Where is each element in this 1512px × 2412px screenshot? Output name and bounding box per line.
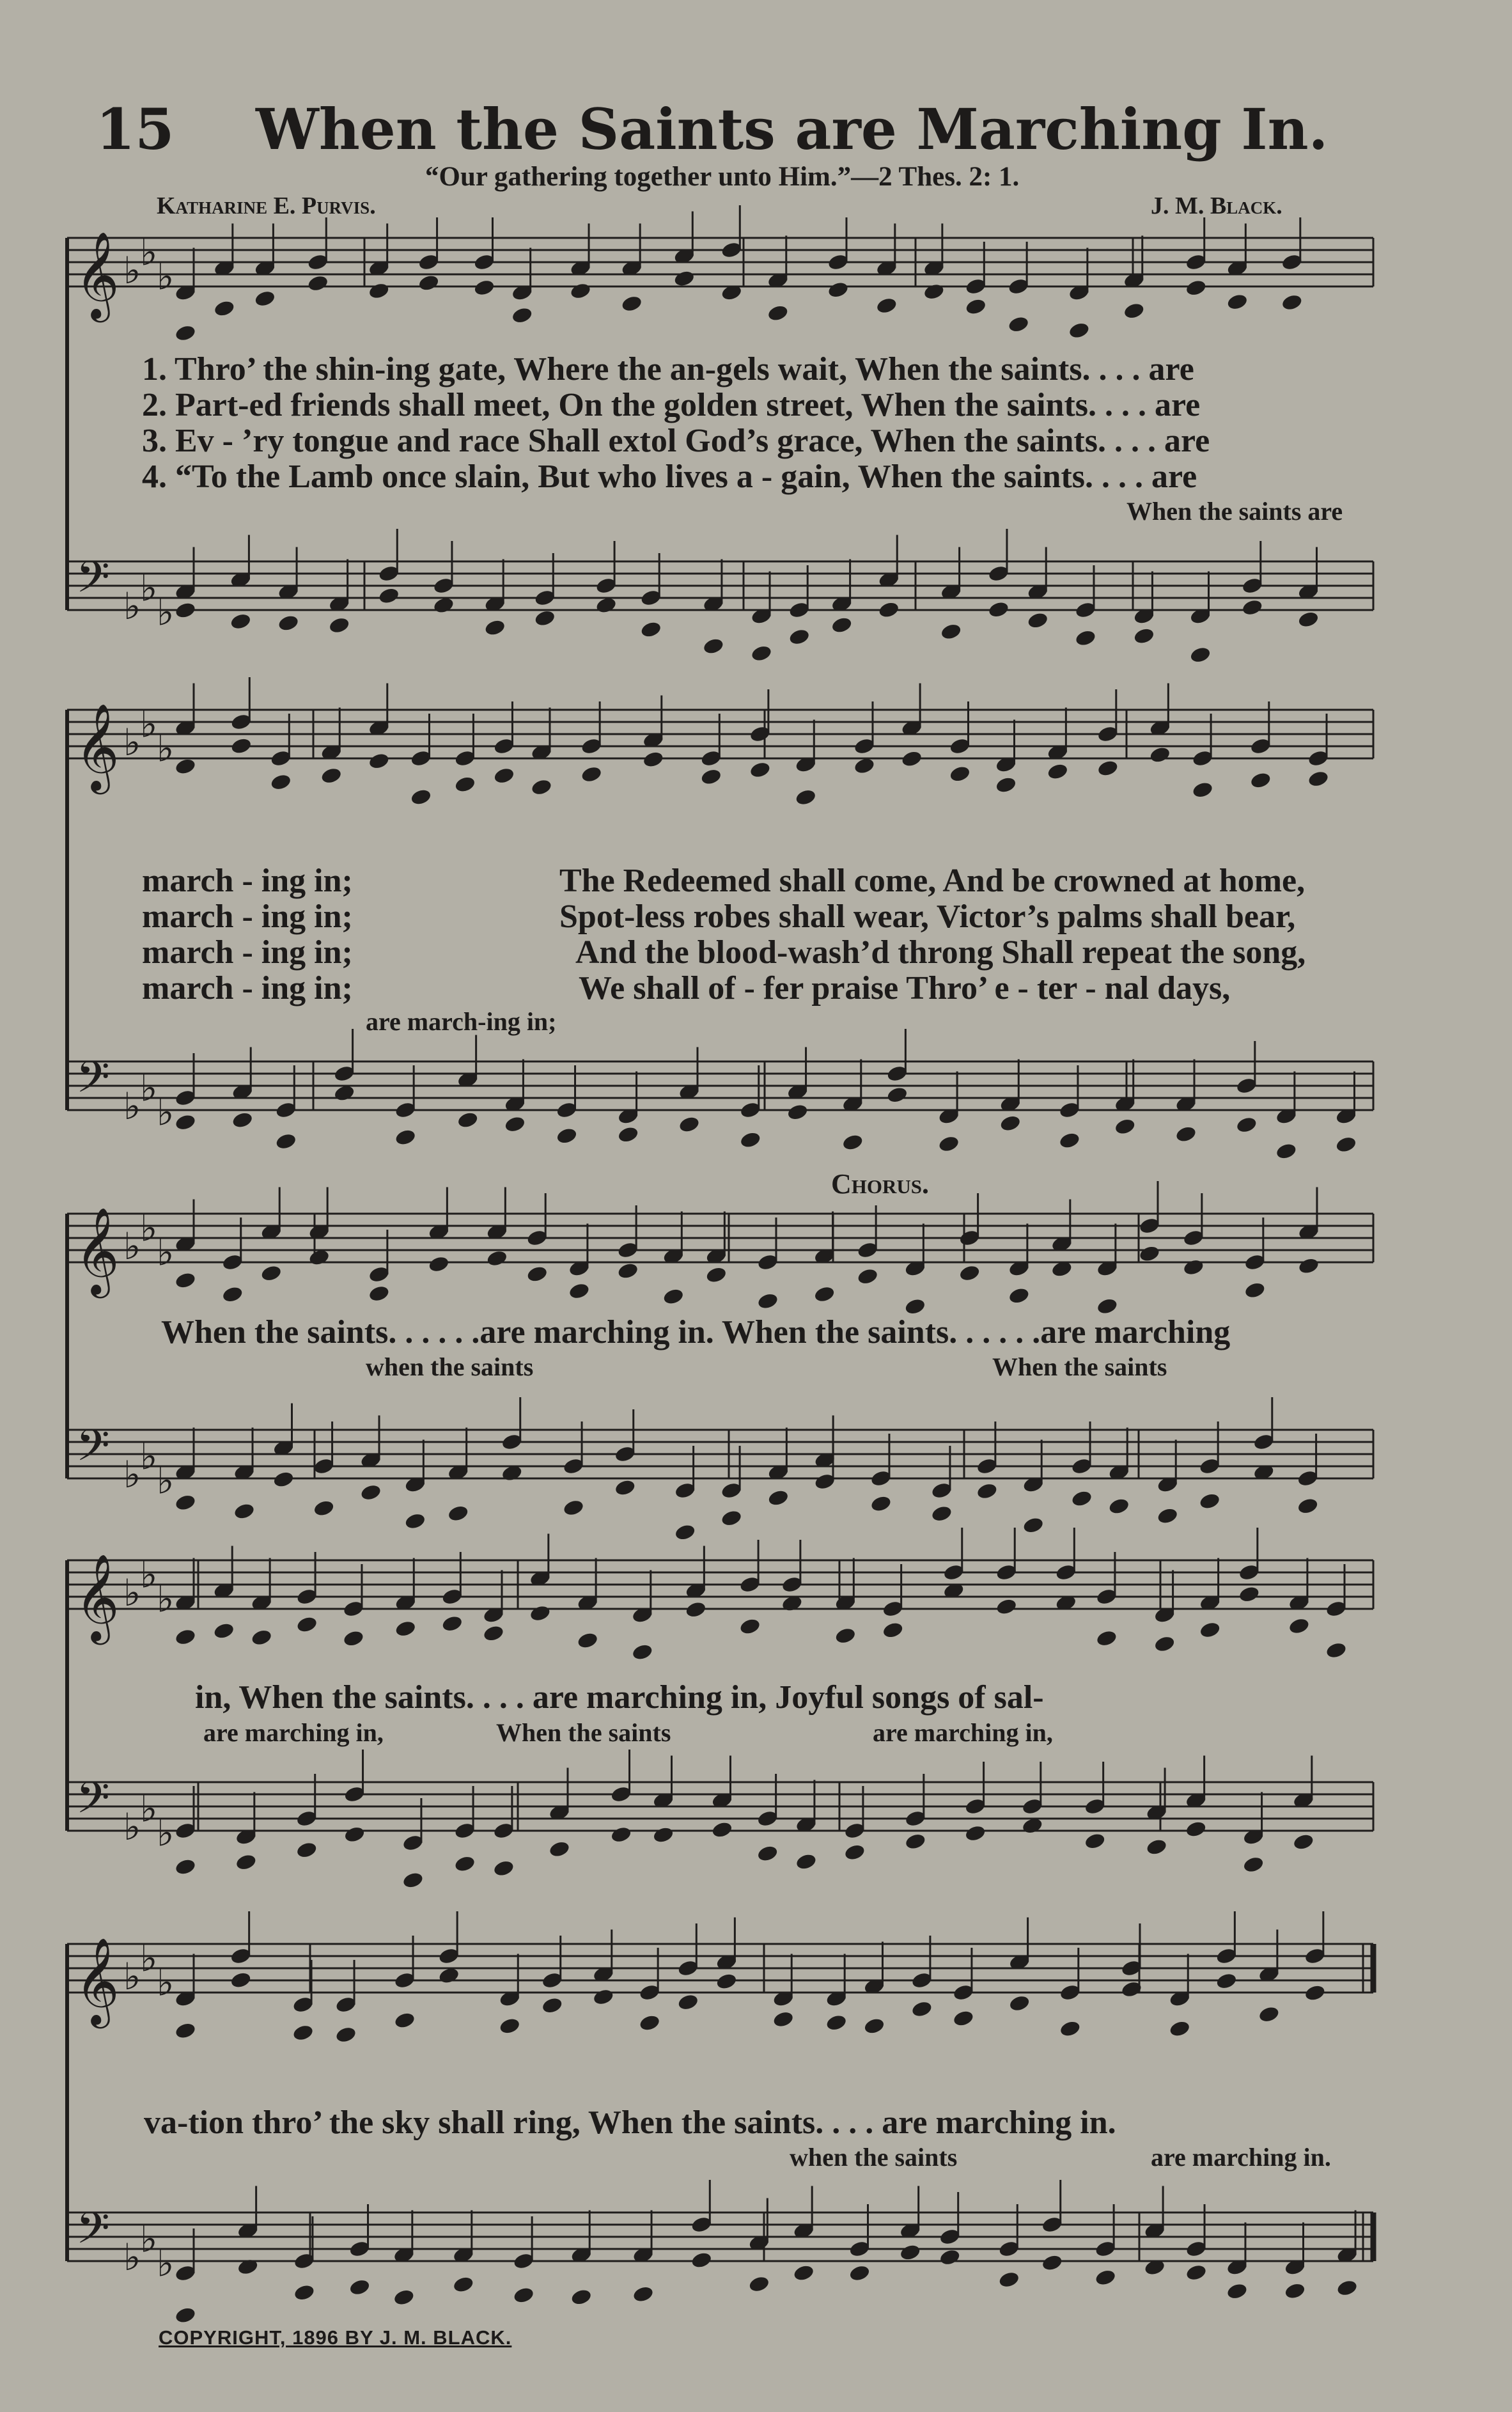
verse-line-4-left: march - ing in;: [142, 970, 353, 1006]
note-head: [486, 1249, 508, 1267]
treble-clef-icon: 𝄞: [75, 702, 120, 790]
verse-line-2: 2. Part-ed friends shall meet, On the golden street, When the saints. . . . are: [142, 387, 1201, 423]
flat-icon: ♭: [123, 584, 141, 628]
flat-icon: ♭: [123, 1225, 141, 1268]
note-head: [1243, 1281, 1266, 1299]
note-head: [940, 622, 962, 641]
note-head: [767, 1489, 790, 1507]
note-head: [617, 1262, 639, 1280]
note-head: [1192, 781, 1214, 799]
note-head: [1153, 1634, 1176, 1653]
note-head: [1041, 2253, 1063, 2272]
note-head: [456, 1111, 479, 1129]
bass-echo-line: are march-ing in;: [366, 1007, 557, 1036]
note-head: [1335, 1135, 1357, 1154]
note-head: [1146, 1838, 1168, 1856]
note-head: [964, 1824, 986, 1843]
note-head: [853, 756, 875, 775]
note-head: [432, 596, 455, 615]
note-head: [756, 1844, 779, 1863]
note-head: [492, 1859, 515, 1877]
note-head: [275, 1132, 297, 1150]
note-head: [394, 1128, 417, 1147]
hymn-number: 15: [96, 96, 175, 162]
note-head: [1226, 2282, 1248, 2301]
note-head: [923, 283, 945, 301]
flat-icon: ♭: [140, 1434, 158, 1478]
note-head: [1242, 1855, 1265, 1874]
note-head: [788, 628, 811, 646]
note-head: [1027, 611, 1049, 630]
note-head: [705, 1265, 728, 1284]
bass-echo-left: when the saints: [366, 1352, 534, 1381]
flat-icon: ♭: [140, 1066, 158, 1110]
note-head: [1149, 746, 1171, 764]
note-head: [685, 1601, 707, 1619]
note-head: [368, 752, 390, 771]
note-head: [830, 616, 853, 634]
note-head: [976, 1482, 998, 1500]
note-head: [875, 296, 898, 315]
note-head: [1199, 1620, 1221, 1639]
note-head: [882, 1621, 904, 1640]
author-credit: Katharine E. Purvis.: [157, 192, 376, 219]
note-head: [999, 1114, 1022, 1132]
note-head: [581, 765, 603, 783]
verse-line-2-right: Spot-less robes shall wear, Victor’s palms shall bear,: [559, 898, 1296, 935]
note-head: [1284, 2282, 1306, 2300]
note-head: [1241, 598, 1263, 616]
note-head: [1238, 1585, 1260, 1604]
note-head: [231, 1111, 254, 1129]
note-head: [1325, 1641, 1347, 1659]
bass-echo-line: When the saints are: [1126, 497, 1343, 526]
note-head: [930, 1505, 953, 1523]
note-head: [899, 2243, 921, 2262]
note-head: [368, 1284, 390, 1303]
note-head: [610, 1826, 632, 1844]
note-head: [1258, 2005, 1280, 2024]
verse-line-4: 4. “To the Lamb once slain, But who lives a - gain, When the saints. . . . are: [142, 458, 1197, 495]
note-head: [293, 2283, 315, 2302]
note-head: [869, 1494, 892, 1513]
verse-line-3: 3. Ev - ’ry tongue and race Shall extol God’s grace, When the saints. . . . are: [142, 423, 1210, 459]
note-head: [473, 278, 495, 297]
note-head: [441, 1615, 464, 1633]
note-head: [1096, 1297, 1118, 1315]
note-head: [394, 2011, 416, 2030]
note-head: [292, 2023, 315, 2042]
note-head: [827, 281, 849, 299]
note-head: [368, 281, 390, 300]
note-head: [251, 1628, 273, 1647]
note-head: [639, 2014, 661, 2032]
verse-line-1-left: march - ing in;: [142, 863, 353, 899]
note-head: [233, 1502, 256, 1521]
note-head: [1138, 1244, 1160, 1263]
verse-line-3-left: march - ing in;: [142, 934, 353, 971]
chorus-line-2: in, When the saints. . . . are marching in, Joyful songs of sal-: [195, 1679, 1044, 1716]
note-head: [1008, 1994, 1031, 2012]
note-head: [702, 637, 724, 655]
note-head: [952, 2009, 974, 2028]
note-head: [1185, 2263, 1208, 2282]
note-head: [1008, 1287, 1030, 1305]
note-head: [313, 1499, 335, 1517]
note-head: [1336, 2279, 1359, 2298]
note-head: [739, 1617, 761, 1636]
bass-echo-a: are marching in,: [203, 1718, 384, 1747]
note-head: [526, 1265, 549, 1283]
note-head: [260, 1264, 283, 1283]
flat-icon: ♭: [157, 1811, 175, 1855]
bass-echo-a: when the saints: [790, 2143, 958, 2172]
note-head: [1084, 1832, 1106, 1851]
bass-clef-icon: 𝄢: [76, 2204, 110, 2264]
note-head: [577, 1631, 599, 1650]
note-head: [1307, 770, 1330, 788]
note-head: [662, 1287, 685, 1306]
flat-icon: ♭: [123, 1955, 141, 1998]
note-head: [813, 1285, 836, 1303]
note-head: [511, 306, 533, 325]
note-head: [230, 737, 253, 755]
flat-icon: ♭: [140, 1553, 158, 1597]
note-head: [343, 1825, 366, 1844]
note-head: [751, 644, 773, 662]
note-head: [174, 757, 196, 776]
note-head: [174, 2306, 196, 2324]
note-head: [174, 1113, 196, 1132]
note-head: [277, 614, 300, 632]
note-head: [1275, 1142, 1297, 1161]
note-head: [1199, 1492, 1221, 1510]
note-head: [1157, 1507, 1179, 1525]
flat-icon: ♭: [140, 702, 158, 746]
note-head: [482, 1624, 504, 1643]
note-head: [700, 767, 722, 786]
composer-credit: J. M. Black.: [1151, 192, 1282, 219]
note-head: [1215, 1972, 1238, 1991]
note-head: [843, 1843, 866, 1861]
note-head: [504, 1115, 526, 1134]
note-head: [631, 1643, 653, 1661]
note-head: [617, 1125, 639, 1144]
note-head: [404, 1512, 426, 1530]
note-head: [221, 1285, 244, 1304]
note-head: [1226, 293, 1249, 311]
note-head: [995, 776, 1017, 794]
note-head: [254, 289, 276, 308]
bass-clef-icon: 𝄢: [76, 1421, 110, 1482]
note-head: [401, 1871, 424, 1890]
note-head: [417, 274, 440, 292]
note-head: [749, 760, 771, 779]
bass-echo-b: are marching in.: [1151, 2143, 1331, 2172]
note-head: [272, 1470, 295, 1489]
flat-icon: ♭: [157, 590, 175, 634]
note-head: [652, 1826, 674, 1844]
note-head: [1071, 1489, 1093, 1508]
note-head: [878, 600, 900, 619]
note-head: [1095, 2268, 1117, 2287]
note-head: [534, 609, 556, 627]
flat-icon: ♭: [123, 1453, 141, 1496]
note-head: [174, 1628, 196, 1647]
note-head: [1185, 1820, 1207, 1838]
flat-icon: ♭: [157, 2241, 175, 2285]
note-head: [513, 2286, 535, 2305]
note-head: [1174, 1125, 1197, 1143]
note-head: [841, 1133, 864, 1152]
verse-line-2-left: march - ing in;: [142, 898, 353, 935]
note-head: [393, 2288, 415, 2306]
note-head: [1008, 315, 1030, 334]
note-head: [270, 773, 292, 792]
note-head: [998, 2270, 1020, 2289]
note-head: [795, 1852, 817, 1871]
verse-line-4-right: We shall of - fer praise Thro’ e - ter - nal days,: [579, 970, 1231, 1006]
note-head: [484, 618, 506, 637]
note-head: [1292, 1833, 1314, 1851]
note-head: [568, 1282, 590, 1301]
note-head: [786, 1103, 809, 1122]
note-head: [328, 616, 350, 634]
note-head: [987, 600, 1009, 619]
note-head: [1068, 321, 1090, 340]
bass-clef-icon: 𝄢: [76, 1773, 110, 1834]
note-head: [756, 1292, 779, 1310]
note-head: [678, 1115, 700, 1134]
flat-icon: ♭: [140, 2217, 158, 2261]
note-head: [1281, 293, 1303, 311]
note-head: [721, 1509, 743, 1528]
note-head: [674, 1523, 696, 1542]
note-head: [174, 1493, 196, 1512]
note-head: [1047, 762, 1069, 781]
note-head: [1288, 1617, 1310, 1635]
note-head: [834, 1627, 857, 1645]
chorus-label: Chorus.: [831, 1168, 930, 1200]
note-head: [1114, 1117, 1136, 1136]
note-head: [1169, 2019, 1191, 2038]
note-head: [529, 1604, 551, 1622]
flat-icon: ♭: [123, 249, 141, 292]
note-head: [320, 767, 343, 785]
note-head: [563, 1498, 585, 1517]
note-head: [863, 2017, 885, 2035]
flat-icon: ♭: [140, 230, 158, 274]
note-head: [965, 297, 987, 316]
note-head: [1189, 646, 1212, 664]
flat-icon: ♭: [123, 721, 141, 764]
note-head: [570, 282, 592, 301]
verse-line-1: 1. Thro’ the shin-ing gate, Where the an-gels wait, When the saints. . . . are: [142, 351, 1194, 388]
note-head: [949, 765, 971, 783]
flat-icon: ♭: [157, 1230, 175, 1274]
chorus-line-1: When the saints. . . . . .are marching in. When the saints. . . . . .are marching: [161, 1314, 1231, 1351]
note-head: [335, 2025, 357, 2044]
flat-icon: ♭: [123, 2236, 141, 2279]
note-head: [530, 778, 552, 797]
note-head: [690, 2251, 713, 2269]
note-head: [174, 1271, 196, 1290]
note-head: [1297, 610, 1320, 629]
note-head: [825, 2014, 848, 2032]
bass-echo-b: When the saints: [496, 1718, 671, 1747]
note-head: [642, 750, 664, 769]
note-head: [1095, 1629, 1118, 1648]
flat-icon: ♭: [140, 566, 158, 610]
note-head: [230, 1971, 252, 1989]
note-head: [739, 1131, 761, 1149]
note-head: [886, 1086, 908, 1104]
note-head: [428, 1255, 450, 1274]
note-head: [958, 1264, 981, 1283]
note-head: [452, 2275, 474, 2294]
note-head: [910, 2000, 933, 2018]
note-head: [493, 767, 515, 785]
note-head: [1182, 1258, 1204, 1276]
copyright-notice: COPYRIGHT, 1896 BY J. M. BLACK.: [159, 2326, 512, 2349]
treble-clef-icon: 𝄞: [75, 1553, 120, 1641]
flat-icon: ♭: [140, 1787, 158, 1831]
note-head: [454, 775, 476, 794]
chorus-line-3: va-tion thro’ the sky shall ring, When the saints. . . . are marching in.: [144, 2104, 1116, 2141]
hymn-title: When the Saints are Marching In.: [256, 96, 1329, 162]
note-head: [795, 788, 817, 806]
note-head: [632, 2285, 655, 2303]
note-head: [378, 586, 400, 605]
note-head: [447, 1504, 469, 1523]
note-head: [1059, 2019, 1081, 2038]
treble-clef-icon: 𝄞: [75, 1936, 120, 2024]
note-head: [1235, 1116, 1258, 1134]
note-head: [901, 749, 923, 768]
note-head: [394, 1620, 417, 1638]
note-head: [174, 324, 196, 342]
note-head: [295, 1841, 318, 1860]
note-head: [230, 612, 252, 630]
note-head: [715, 1972, 738, 1991]
note-head: [174, 1858, 196, 1876]
note-head: [1304, 1984, 1326, 2002]
note-head: [1123, 302, 1145, 320]
note-head: [556, 1127, 578, 1145]
note-head: [848, 2264, 871, 2282]
bass-echo-c: are marching in,: [873, 1718, 1053, 1747]
note-head: [410, 788, 432, 806]
bass-echo-right: When the saints: [992, 1352, 1167, 1381]
note-head: [621, 294, 643, 313]
note-head: [235, 1853, 257, 1872]
note-head: [174, 2021, 196, 2040]
flat-icon: ♭: [157, 1459, 175, 1503]
flat-icon: ♭: [157, 1961, 175, 2005]
flat-icon: ♭: [123, 1571, 141, 1615]
verse-line-1-right: The Redeemed shall come, And be crowned at home,: [559, 863, 1305, 899]
note-head: [772, 2010, 795, 2028]
note-head: [592, 1987, 614, 2006]
note-head: [548, 1840, 570, 1858]
scripture-reference: “Our gathering together unto Him.”—2 Thes. 2: 1.: [425, 162, 1020, 192]
flat-icon: ♭: [157, 1090, 175, 1134]
note-head: [213, 1622, 235, 1640]
note-head: [767, 304, 789, 322]
note-head: [1022, 1516, 1045, 1535]
note-head: [938, 1134, 960, 1153]
note-head: [541, 1996, 563, 2015]
note-head: [307, 274, 329, 293]
bass-clef-icon: 𝄢: [76, 552, 110, 613]
note-head: [793, 2264, 815, 2282]
flat-icon: ♭: [123, 1085, 141, 1128]
note-head: [1185, 279, 1207, 297]
note-head: [939, 2248, 961, 2267]
bass-clef-icon: 𝄢: [76, 1053, 110, 1113]
note-head: [1074, 629, 1096, 647]
note-head: [499, 2017, 521, 2035]
flat-icon: ♭: [140, 1206, 158, 1250]
note-head: [748, 2275, 770, 2294]
treble-clef-icon: 𝄞: [75, 1206, 120, 1294]
note-head: [348, 2278, 371, 2296]
note-head: [360, 1483, 382, 1501]
flat-icon: ♭: [123, 1805, 141, 1849]
note-head: [1108, 1497, 1130, 1515]
note-head: [904, 1832, 926, 1851]
note-head: [1297, 1257, 1320, 1275]
note-head: [570, 2288, 593, 2306]
note-head: [995, 1597, 1018, 1616]
note-head: [454, 1854, 476, 1873]
flat-icon: ♭: [157, 255, 175, 299]
note-head: [857, 1267, 879, 1286]
note-head: [677, 1993, 699, 2012]
note-head: [640, 620, 662, 639]
note-head: [296, 1615, 318, 1634]
note-head: [673, 269, 696, 288]
note-head: [342, 1629, 364, 1648]
note-head: [614, 1478, 636, 1497]
flat-icon: ♭: [157, 726, 175, 771]
note-head: [1249, 771, 1272, 790]
note-head: [1058, 1131, 1080, 1150]
note-head: [174, 601, 196, 620]
verse-line-3-right: And the blood-wash’d throng Shall repeat the song,: [575, 934, 1306, 971]
flat-icon: ♭: [157, 1577, 175, 1621]
note-head: [213, 299, 235, 318]
note-head: [1096, 759, 1119, 778]
treble-clef-icon: 𝄞: [75, 230, 120, 318]
note-head: [1133, 627, 1155, 645]
flat-icon: ♭: [140, 1936, 158, 1980]
note-head: [1297, 1497, 1319, 1515]
note-head: [711, 1821, 733, 1839]
